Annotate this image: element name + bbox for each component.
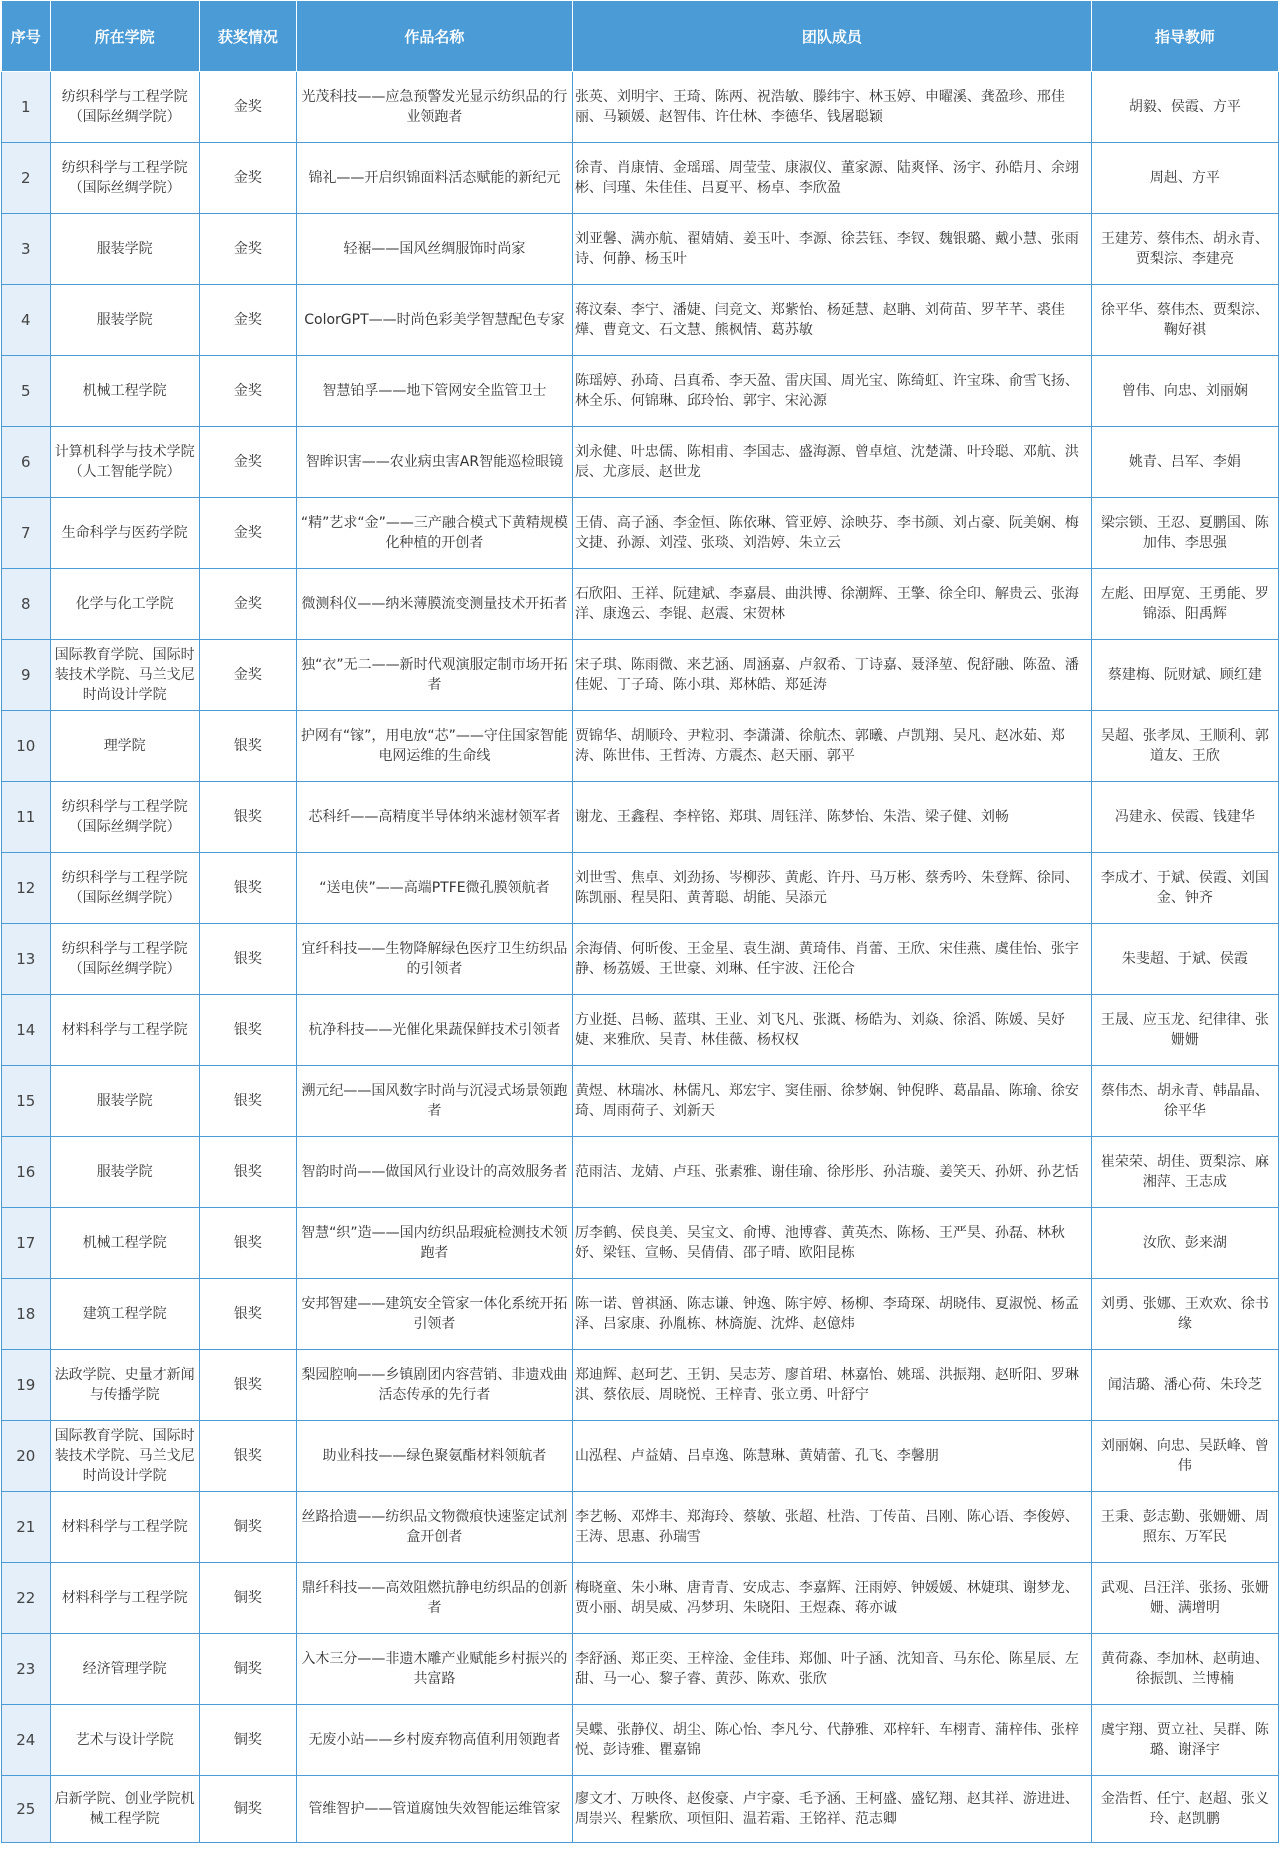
header-school: 所在学院: [50, 1, 199, 72]
cell-school: 生命科学与医药学院: [50, 498, 199, 569]
cell-idx: 25: [2, 1776, 51, 1843]
cell-idx: 3: [2, 214, 51, 285]
table-row: [2, 498, 1279, 569]
cell-advisor: 蔡伟杰、胡永青、韩晶晶、徐平华: [1091, 1066, 1278, 1137]
table-row: [2, 1563, 1279, 1634]
cell-school: 服装学院: [50, 1137, 199, 1208]
cell-advisor: 曾伟、向忠、刘丽娴: [1091, 356, 1278, 427]
table-row: [2, 924, 1279, 995]
cell-members: 陈一诺、曾祺涵、陈志谦、钟逸、陈宇婷、杨柳、李琦琛、胡晓伟、夏淑悦、杨孟泽、吕家康、孙胤栋、林旖旎、沈烨、赵億炜: [572, 1279, 1091, 1350]
cell-award: 银奖: [199, 1066, 296, 1137]
cell-project: 智眸识害——农业病虫害AR智能巡检眼镜: [296, 427, 572, 498]
table-row: [2, 711, 1279, 782]
cell-idx: 8: [2, 569, 51, 640]
cell-idx: 10: [2, 711, 51, 782]
cell-school: 纺织科学与工程学院（国际丝绸学院）: [50, 853, 199, 924]
cell-members: 贾锦华、胡顺玲、尹粒羽、李潇潇、徐航杰、郭曦、卢凯翔、吴凡、赵冰茹、郑涛、陈世伟、王哲涛、方震杰、赵天丽、郭平: [572, 711, 1091, 782]
cell-award: 金奖: [199, 569, 296, 640]
cell-award: 银奖: [199, 711, 296, 782]
cell-school: 服装学院: [50, 214, 199, 285]
cell-advisor: 朱斐超、于斌、侯霞: [1091, 924, 1278, 995]
cell-idx: 2: [2, 143, 51, 214]
cell-project: 护网有“镓”，用电放“芯”——守住国家智能电网运维的生命线: [296, 711, 572, 782]
cell-idx: 18: [2, 1279, 51, 1350]
cell-idx: 24: [2, 1705, 51, 1776]
cell-idx: 22: [2, 1563, 51, 1634]
cell-idx: 21: [2, 1492, 51, 1563]
awards-table: [1, 0, 1279, 1843]
cell-school: 机械工程学院: [50, 1208, 199, 1279]
cell-members: 李舒涵、郑正奕、王梓淦、金佳玮、郑伽、叶子涵、沈知音、马东伦、陈星辰、左甜、马一心、黎子睿、黄莎、陈欢、张欣: [572, 1634, 1091, 1705]
cell-award: 金奖: [199, 427, 296, 498]
cell-school: 建筑工程学院: [50, 1279, 199, 1350]
cell-members: 刘永健、叶忠儒、陈相甫、李国志、盛海源、曾卓煊、沈楚潇、叶玲聪、邓航、洪辰、尤彦辰、赵世龙: [572, 427, 1091, 498]
cell-school: 理学院: [50, 711, 199, 782]
table-row: [2, 1066, 1279, 1137]
cell-school: 纺织科学与工程学院（国际丝绸学院）: [50, 924, 199, 995]
cell-members: 刘世雪、焦卓、刘劲扬、岑柳莎、黄彪、许丹、马万彬、蔡秀吟、朱登辉、徐同、陈凯丽、程昊阳、黄菁聪、胡能、吴添元: [572, 853, 1091, 924]
cell-award: 银奖: [199, 1279, 296, 1350]
cell-advisor: 王晟、应玉龙、纪律律、张姗姗: [1091, 995, 1278, 1066]
cell-members: 宋子琪、陈雨微、来艺涵、周涵嘉、卢叙希、丁诗嘉、聂泽堃、倪舒融、陈盈、潘佳妮、丁子琦、陈小琪、郑林皓、郑延涛: [572, 640, 1091, 711]
header-members: 团队成员: [572, 1, 1091, 72]
table-row: [2, 1279, 1279, 1350]
table-row: [2, 285, 1279, 356]
cell-project: 安邦智建——建筑安全管家一体化系统开拓引领者: [296, 1279, 572, 1350]
cell-members: 范雨洁、龙婧、卢珏、张素雅、谢佳瑜、徐彤彤、孙洁璇、姜笑天、孙妍、孙艺恬: [572, 1137, 1091, 1208]
cell-idx: 5: [2, 356, 51, 427]
cell-advisor: 姚青、吕军、李娟: [1091, 427, 1278, 498]
cell-members: 蒋汶秦、李宁、潘婕、闫竞文、郑紫怡、杨延慧、赵聃、刘荷苗、罗芊芊、裘佳燁、曹竟文、石文慧、熊枫情、葛苏敏: [572, 285, 1091, 356]
cell-project: 芯科纤——高精度半导体纳米滤材领军者: [296, 782, 572, 853]
cell-advisor: 蔡建梅、阮财斌、顾红建: [1091, 640, 1278, 711]
header-project: 作品名称: [296, 1, 572, 72]
cell-project: 微测科仪——纳米薄膜流变测量技术开拓者: [296, 569, 572, 640]
cell-members: 方业挺、吕畅、蓝琪、王业、刘飞凡、张溉、杨皓为、刘焱、徐滔、陈媛、吴妤婕、来雅欣、吴青、林佳薇、杨权权: [572, 995, 1091, 1066]
cell-members: 谢龙、王鑫程、李梓铭、郑琪、周钰洋、陈梦怡、朱浩、梁子健、刘畅: [572, 782, 1091, 853]
cell-project: 入木三分——非遗木雕产业赋能乡村振兴的共富路: [296, 1634, 572, 1705]
table-body: [2, 72, 1279, 1843]
cell-idx: 17: [2, 1208, 51, 1279]
cell-project: “送电侠”——高端PTFE微孔膜领航者: [296, 853, 572, 924]
cell-award: 金奖: [199, 356, 296, 427]
cell-advisor: 刘丽娴、向忠、吴跃峰、曾伟: [1091, 1421, 1278, 1492]
cell-advisor: 吴超、张孝凤、王顺利、郭道友、王欣: [1091, 711, 1278, 782]
cell-project: 杭净科技——光催化果蔬保鲜技术引领者: [296, 995, 572, 1066]
cell-project: 梨园腔响——乡镇剧团内容营销、非遗戏曲活态传承的先行者: [296, 1350, 572, 1421]
table-row: [2, 143, 1279, 214]
cell-advisor: 闻洁璐、潘心荷、朱玲芝: [1091, 1350, 1278, 1421]
table-row: [2, 1705, 1279, 1776]
cell-school: 机械工程学院: [50, 356, 199, 427]
cell-award: 银奖: [199, 782, 296, 853]
cell-project: “精”艺求“金”——三产融合模式下黄精规模化种植的开创者: [296, 498, 572, 569]
cell-school: 服装学院: [50, 1066, 199, 1137]
cell-project: 独“衣”无二——新时代观演服定制市场开拓者: [296, 640, 572, 711]
table-row: [2, 72, 1279, 143]
cell-school: 启新学院、创业学院机械工程学院: [50, 1776, 199, 1843]
header-award: 获奖情况: [199, 1, 296, 72]
cell-advisor: 胡毅、侯霞、方平: [1091, 72, 1278, 143]
table-row: [2, 214, 1279, 285]
cell-members: 余海倩、何昕俊、王金星、袁生湖、黄琦伟、肖蕾、王欣、宋佳燕、虞佳怡、张宇静、杨荔媛、王世豪、刘琳、任宇波、汪伦合: [572, 924, 1091, 995]
cell-project: 智慧铂孚——地下管网安全监管卫士: [296, 356, 572, 427]
cell-advisor: 崔荣荣、胡佳、贾梨淙、麻湘萍、王志成: [1091, 1137, 1278, 1208]
cell-award: 金奖: [199, 214, 296, 285]
cell-members: 厉李鹤、侯良美、吴宝文、俞博、池博睿、黄英杰、陈杨、王严昊、孙磊、林秋妤、梁钰、宣畅、吴倩倩、邵子晴、欧阳昆栋: [572, 1208, 1091, 1279]
cell-members: 黄煜、林瑞冰、林儒凡、郑宏宇、窦佳丽、徐梦娴、钟倪晔、葛晶晶、陈瑜、徐安琦、周雨荷子、刘新天: [572, 1066, 1091, 1137]
cell-advisor: 刘勇、张娜、王欢欢、徐书缘: [1091, 1279, 1278, 1350]
cell-project: 轻裾——国风丝绸服饰时尚家: [296, 214, 572, 285]
cell-award: 银奖: [199, 853, 296, 924]
header-row: [2, 1, 1279, 72]
cell-school: 艺术与设计学院: [50, 1705, 199, 1776]
cell-award: 金奖: [199, 143, 296, 214]
cell-school: 国际教育学院、国际时装技术学院、马兰戈尼时尚设计学院: [50, 1421, 199, 1492]
cell-idx: 12: [2, 853, 51, 924]
cell-award: 银奖: [199, 995, 296, 1066]
cell-advisor: 左彪、田厚宽、王勇能、罗锦添、阳禹辉: [1091, 569, 1278, 640]
cell-project: 宜纤科技——生物降解绿色医疗卫生纺织品的引领者: [296, 924, 572, 995]
cell-members: 徐青、肖康情、金瑶瑶、周莹莹、康淑仪、董家源、陆爽怿、汤宇、孙皓月、余翊彬、闫瑾、朱佳佳、吕夏平、杨卓、李欣盈: [572, 143, 1091, 214]
cell-idx: 23: [2, 1634, 51, 1705]
cell-idx: 7: [2, 498, 51, 569]
table-row: [2, 1634, 1279, 1705]
cell-award: 金奖: [199, 72, 296, 143]
cell-school: 纺织科学与工程学院（国际丝绸学院）: [50, 143, 199, 214]
cell-idx: 9: [2, 640, 51, 711]
cell-idx: 19: [2, 1350, 51, 1421]
cell-award: 金奖: [199, 640, 296, 711]
cell-members: 刘亚馨、满亦航、翟婧婧、姜玉叶、李源、徐芸钰、李钗、魏银璐、戴小慧、张雨诗、何静、杨玉叶: [572, 214, 1091, 285]
cell-school: 材料科学与工程学院: [50, 1563, 199, 1634]
table-row: [2, 1492, 1279, 1563]
cell-members: 陈瑶婷、孙琦、吕真希、李天盈、雷庆国、周光宝、陈绮虹、许宝珠、俞雪飞扬、林全乐、何锦琳、邱玲怡、郭宇、宋沁源: [572, 356, 1091, 427]
table-row: [2, 1776, 1279, 1843]
table-row: [2, 853, 1279, 924]
cell-advisor: 汝欣、彭来湖: [1091, 1208, 1278, 1279]
cell-award: 铜奖: [199, 1705, 296, 1776]
cell-members: 郑迪辉、赵珂艺、王钥、吴志芳、廖首珺、林嘉怡、姚瑶、洪振翔、赵昕阳、罗琳淇、蔡依辰、周晓悦、王梓青、张立勇、叶舒宁: [572, 1350, 1091, 1421]
cell-project: 鼎纤科技——高效阻燃抗静电纺织品的创新者: [296, 1563, 572, 1634]
cell-school: 纺织科学与工程学院（国际丝绸学院）: [50, 72, 199, 143]
cell-idx: 6: [2, 427, 51, 498]
table-row: [2, 569, 1279, 640]
cell-advisor: 冯建永、侯霞、钱建华: [1091, 782, 1278, 853]
cell-school: 纺织科学与工程学院（国际丝绸学院）: [50, 782, 199, 853]
cell-project: 丝路拾遗——纺织品文物微痕快速鉴定试剂盒开创者: [296, 1492, 572, 1563]
table-row: [2, 356, 1279, 427]
table-row: [2, 782, 1279, 853]
cell-school: 材料科学与工程学院: [50, 1492, 199, 1563]
cell-award: 银奖: [199, 1350, 296, 1421]
cell-advisor: 武观、吕汪洋、张扬、张姗姗、满增明: [1091, 1563, 1278, 1634]
cell-advisor: 李成才、于斌、侯霞、刘国金、钟齐: [1091, 853, 1278, 924]
cell-project: 锦礼——开启织锦面料活态赋能的新纪元: [296, 143, 572, 214]
cell-project: 助业科技——绿色聚氨酯材料领航者: [296, 1421, 572, 1492]
cell-members: 王倩、高子涵、李金恒、陈依琳、管亚婷、涂映芬、李书颜、刘占豪、阮美娴、梅文捷、孙源、刘滢、张琰、刘浩婷、朱立云: [572, 498, 1091, 569]
cell-award: 铜奖: [199, 1634, 296, 1705]
cell-members: 张英、刘明宇、王琦、陈两、祝浩敏、滕纬宇、林玉婷、申曜溪、龚盈珍、邢佳丽、马颖媛、赵智伟、许仕林、李德华、钱屠聪颖: [572, 72, 1091, 143]
cell-members: 吴蝶、张静仪、胡尘、陈心怡、李凡兮、代静雅、邓梓轩、车栩青、蒲梓伟、张梓悦、彭诗雅、瞿嘉锦: [572, 1705, 1091, 1776]
cell-idx: 4: [2, 285, 51, 356]
cell-advisor: 梁宗锁、王忍、夏鹏国、陈加伟、李思强: [1091, 498, 1278, 569]
cell-advisor: 黄荷淼、李加林、赵萌迪、徐振凯、兰博楠: [1091, 1634, 1278, 1705]
cell-award: 铜奖: [199, 1776, 296, 1843]
cell-award: 银奖: [199, 1421, 296, 1492]
cell-award: 铜奖: [199, 1492, 296, 1563]
cell-idx: 11: [2, 782, 51, 853]
table-row: [2, 1421, 1279, 1492]
cell-advisor: 王建芳、蔡伟杰、胡永青、贾梨淙、李建亮: [1091, 214, 1278, 285]
cell-project: 管维智护——管道腐蚀失效智能运维管家: [296, 1776, 572, 1843]
cell-school: 材料科学与工程学院: [50, 995, 199, 1066]
cell-idx: 1: [2, 72, 51, 143]
cell-advisor: 金浩哲、任宁、赵超、张义玲、赵凯鹏: [1091, 1776, 1278, 1843]
cell-project: ColorGPT——时尚色彩美学智慧配色专家: [296, 285, 572, 356]
cell-advisor: 虞宇翔、贾立社、吴群、陈璐、谢泽宇: [1091, 1705, 1278, 1776]
table-row: [2, 1350, 1279, 1421]
cell-school: 国际教育学院、国际时装技术学院、马兰戈尼时尚设计学院: [50, 640, 199, 711]
header-idx: 序号: [2, 1, 51, 72]
table-row: [2, 1137, 1279, 1208]
cell-project: 溯元纪——国风数字时尚与沉浸式场景领跑者: [296, 1066, 572, 1137]
cell-school: 化学与化工学院: [50, 569, 199, 640]
cell-members: 李艺畅、邓烨丰、郑海玲、蔡敏、张超、杜浩、丁传苗、吕刚、陈心语、李俊婷、王涛、思惠、孙瑞雪: [572, 1492, 1091, 1563]
cell-advisor: 徐平华、蔡伟杰、贾梨淙、鞠好祺: [1091, 285, 1278, 356]
table-row: [2, 995, 1279, 1066]
cell-advisor: 王秉、彭志勤、张姗姗、周照东、万军民: [1091, 1492, 1278, 1563]
cell-members: 山泓程、卢益婧、吕卓逸、陈慧琳、黄婧蕾、孔飞、李馨朋: [572, 1421, 1091, 1492]
cell-award: 银奖: [199, 924, 296, 995]
cell-award: 金奖: [199, 285, 296, 356]
cell-idx: 16: [2, 1137, 51, 1208]
cell-award: 银奖: [199, 1137, 296, 1208]
cell-award: 金奖: [199, 498, 296, 569]
header-advisor: 指导教师: [1091, 1, 1278, 72]
cell-idx: 13: [2, 924, 51, 995]
cell-award: 银奖: [199, 1208, 296, 1279]
cell-school: 法政学院、史量才新闻与传播学院: [50, 1350, 199, 1421]
cell-award: 铜奖: [199, 1563, 296, 1634]
cell-idx: 14: [2, 995, 51, 1066]
cell-school: 服装学院: [50, 285, 199, 356]
cell-idx: 15: [2, 1066, 51, 1137]
cell-project: 智慧“织”造——国内纺织品瑕疵检测技术领跑者: [296, 1208, 572, 1279]
table-row: [2, 427, 1279, 498]
cell-project: 光茂科技——应急预警发光显示纺织品的行业领跑者: [296, 72, 572, 143]
cell-school: 经济管理学院: [50, 1634, 199, 1705]
table-row: [2, 1208, 1279, 1279]
cell-members: 石欣阳、王祥、阮建斌、李嘉晨、曲洪博、徐潮辉、王擎、徐全印、解贵云、张海洋、康逸云、李锟、赵震、宋贺林: [572, 569, 1091, 640]
cell-members: 廖文才、万映佟、赵俊豪、卢宇豪、毛予涵、王柯盛、盛钇翔、赵其祥、游进进、周崇兴、程紫欣、项恒阳、温若霜、王铭祥、范志卿: [572, 1776, 1091, 1843]
cell-idx: 20: [2, 1421, 51, 1492]
cell-school: 计算机科学与技术学院（人工智能学院）: [50, 427, 199, 498]
table-row: [2, 640, 1279, 711]
cell-members: 梅晓童、朱小琳、唐青青、安成志、李嘉辉、汪雨婷、钟媛媛、林婕琪、谢梦龙、贾小丽、胡昊威、冯梦玥、朱晓阳、王煜森、蒋亦诚: [572, 1563, 1091, 1634]
cell-project: 智韵时尚——做国风行业设计的高效服务者: [296, 1137, 572, 1208]
cell-project: 无废小站——乡村废弃物高值利用领跑者: [296, 1705, 572, 1776]
cell-advisor: 周赳、方平: [1091, 143, 1278, 214]
